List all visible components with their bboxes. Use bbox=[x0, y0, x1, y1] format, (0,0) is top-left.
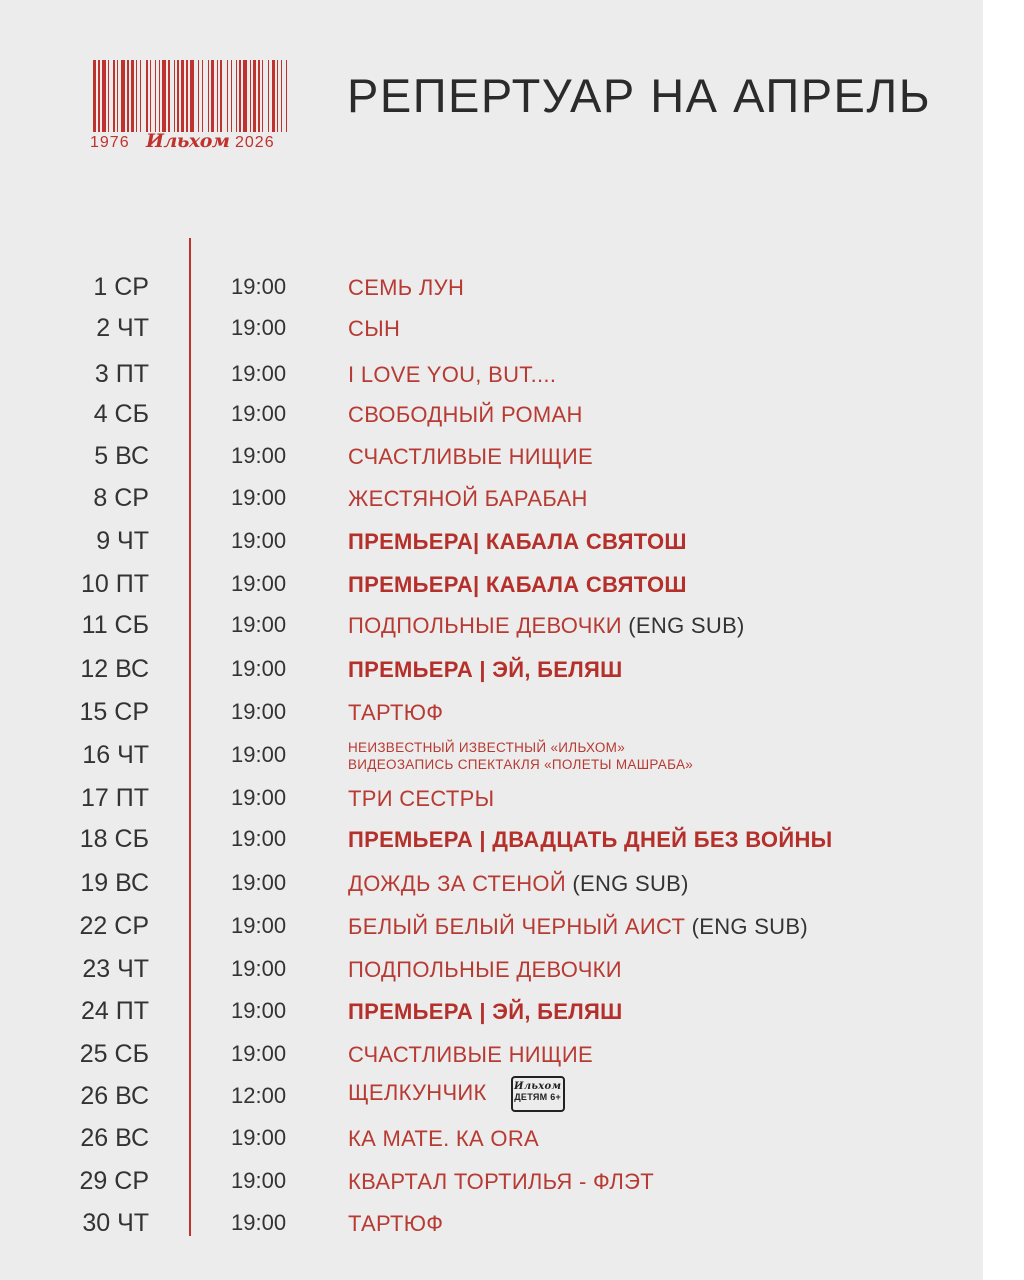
show-date: 17 ПТ bbox=[81, 784, 149, 812]
schedule-row bbox=[0, 481, 983, 521]
show-time: 19:00 bbox=[231, 361, 287, 386]
kids-badge-icon bbox=[511, 1076, 565, 1112]
schedule-row bbox=[0, 695, 983, 735]
show-time: 19:00 bbox=[231, 485, 287, 510]
show-time: 19:00 bbox=[231, 699, 287, 724]
show-date: 8 СР bbox=[93, 484, 149, 512]
show-title-block bbox=[348, 1211, 443, 1237]
show-time: 19:00 bbox=[231, 826, 287, 851]
show-title-block bbox=[348, 1126, 539, 1152]
subtitle-note: (ENG SUB) bbox=[621, 613, 745, 638]
show-time: 19:00 bbox=[231, 870, 287, 895]
show-title: СЧАСТЛИВЫЕ НИЩИЕ bbox=[348, 444, 593, 469]
show-time: 19:00 bbox=[231, 1210, 287, 1235]
show-title: КА МАТЕ. КА ОRА bbox=[348, 1126, 539, 1151]
show-title: СЕМЬ ЛУН bbox=[348, 275, 465, 300]
show-title-block bbox=[348, 362, 556, 388]
schedule-row bbox=[0, 524, 983, 564]
show-title-block bbox=[348, 999, 623, 1025]
show-title: НЕИЗВЕСТНЫЙ ИЗВЕСТНЫЙ «ИЛЬХОМ» bbox=[348, 740, 626, 755]
theatre-logo bbox=[90, 60, 290, 156]
show-date: 9 ЧТ bbox=[96, 527, 149, 555]
schedule-row bbox=[0, 1164, 983, 1204]
show-date: 16 ЧТ bbox=[82, 741, 149, 769]
show-time: 19:00 bbox=[231, 998, 287, 1023]
schedule-row bbox=[0, 397, 983, 437]
show-date: 19 ВС bbox=[80, 869, 149, 897]
show-title-block bbox=[348, 316, 400, 342]
show-title-block bbox=[348, 871, 689, 897]
show-date: 15 СР bbox=[79, 698, 149, 726]
show-date: 12 ВС bbox=[80, 655, 149, 683]
show-title: ЖЕСТЯНОЙ БАРАБАН bbox=[348, 486, 588, 511]
show-title-block bbox=[348, 486, 588, 512]
show-title: ТАРТЮФ bbox=[348, 700, 444, 725]
page-title: РЕПЕРТУАР НА АПРЕЛЬ bbox=[347, 69, 932, 122]
show-date: 25 СБ bbox=[79, 1040, 149, 1068]
show-title-block bbox=[348, 700, 443, 726]
schedule-row bbox=[0, 822, 983, 862]
show-date: 24 ПТ bbox=[81, 997, 149, 1025]
show-date: 2 ЧТ bbox=[96, 314, 149, 342]
show-time: 19:00 bbox=[231, 956, 287, 981]
show-title-block bbox=[348, 1169, 654, 1195]
show-title-block bbox=[348, 914, 808, 940]
schedule-row bbox=[0, 439, 983, 479]
show-time: 19:00 bbox=[231, 1125, 287, 1150]
show-title: ПРЕМЬЕРА| КАБАЛА СВЯТОШ bbox=[348, 529, 687, 554]
logo-year-end: 2026 bbox=[235, 134, 275, 151]
show-title: ПРЕМЬЕРА| КАБАЛА СВЯТОШ bbox=[348, 572, 687, 597]
show-title: ТРИ СЕСТРЫ bbox=[348, 786, 495, 811]
show-time: 19:00 bbox=[231, 571, 287, 596]
badge-age-label: ДЕТЯМ 6+ bbox=[514, 1092, 562, 1102]
show-title-block bbox=[348, 1042, 593, 1068]
schedule-row bbox=[0, 1121, 983, 1161]
schedule-row bbox=[0, 311, 983, 351]
schedule-row bbox=[0, 866, 983, 906]
show-title: КВАРТАЛ ТОРТИЛЬЯ - ФЛЭТ bbox=[348, 1169, 654, 1194]
show-title: ТАРТЮФ bbox=[348, 1211, 444, 1236]
subtitle-note: (ENG SUB) bbox=[565, 871, 689, 896]
schedule-row bbox=[0, 738, 983, 778]
show-time: 19:00 bbox=[231, 913, 287, 938]
logo-wordmark: Ильхом bbox=[146, 130, 230, 152]
logo-year-start: 1976 bbox=[90, 134, 130, 151]
show-date: 23 ЧТ bbox=[82, 955, 149, 983]
schedule-row bbox=[0, 1206, 983, 1246]
show-title-block bbox=[348, 613, 745, 639]
show-time: 19:00 bbox=[231, 274, 287, 299]
schedule-row bbox=[0, 781, 983, 821]
show-time: 19:00 bbox=[231, 612, 287, 637]
show-time: 19:00 bbox=[231, 401, 287, 426]
show-title-block bbox=[348, 275, 464, 301]
show-title: СЫН bbox=[348, 316, 401, 341]
show-time: 19:00 bbox=[231, 742, 287, 767]
show-time: 12:00 bbox=[231, 1083, 287, 1108]
badge-logo: Ильхом bbox=[514, 1081, 562, 1092]
show-time: 19:00 bbox=[231, 656, 287, 681]
show-title-block bbox=[348, 1076, 565, 1112]
show-time: 19:00 bbox=[231, 443, 287, 468]
schedule-row bbox=[0, 1079, 983, 1119]
show-date: 22 СР bbox=[79, 912, 149, 940]
show-title: СВОБОДНЫЙ РОМАН bbox=[348, 402, 583, 427]
show-date: 30 ЧТ bbox=[82, 1209, 149, 1237]
show-date: 5 ВС bbox=[94, 442, 149, 470]
show-title-block bbox=[348, 657, 623, 683]
subtitle-note: (ENG SUB) bbox=[685, 914, 808, 939]
show-time: 19:00 bbox=[231, 1041, 287, 1066]
schedule-row bbox=[0, 994, 983, 1034]
show-date: 1 СР bbox=[93, 273, 149, 301]
show-time: 19:00 bbox=[231, 315, 287, 340]
show-title: I LOVE YOU, BUT.... bbox=[348, 362, 557, 387]
schedule-row bbox=[0, 608, 983, 648]
show-time: 19:00 bbox=[231, 528, 287, 553]
show-title-line2: ВИДЕОЗАПИСЬ СПЕКТАКЛЯ «ПОЛЕТЫ МАШРАБА» bbox=[348, 757, 694, 772]
schedule-row bbox=[0, 357, 983, 397]
show-title-block bbox=[348, 529, 687, 555]
show-title: ПОДПОЛЬНЫЕ ДЕВОЧКИ bbox=[348, 613, 622, 638]
show-date: 10 ПТ bbox=[81, 570, 149, 598]
show-title: ЩЕЛКУНЧИК bbox=[348, 1079, 487, 1105]
show-title: ПРЕМЬЕРА | ЭЙ, БЕЛЯШ bbox=[348, 657, 623, 682]
schedule-row bbox=[0, 909, 983, 949]
barcode-logo-icon bbox=[93, 60, 287, 132]
show-title: СЧАСТЛИВЫЕ НИЩИЕ bbox=[348, 1042, 593, 1067]
show-title: ПРЕМЬЕРА | ДВАДЦАТЬ ДНЕЙ БЕЗ ВОЙНЫ bbox=[348, 827, 833, 852]
show-title-block bbox=[348, 957, 622, 983]
show-title: ДОЖДЬ ЗА СТЕНОЙ bbox=[348, 871, 566, 896]
show-title-block bbox=[348, 739, 693, 773]
show-title: ПОДПОЛЬНЫЕ ДЕВОЧКИ bbox=[348, 957, 622, 982]
show-title: БЕЛЫЙ БЕЛЫЙ ЧЕРНЫЙ АИСТ bbox=[348, 914, 686, 939]
show-date: 4 СБ bbox=[93, 400, 149, 428]
show-date: 26 ВС bbox=[80, 1082, 149, 1110]
show-title-block bbox=[348, 827, 832, 853]
show-date: 29 СР bbox=[79, 1167, 149, 1195]
show-date: 3 ПТ bbox=[94, 360, 149, 388]
show-title: ПРЕМЬЕРА | ЭЙ, БЕЛЯШ bbox=[348, 999, 623, 1024]
show-date: 18 СБ bbox=[79, 825, 149, 853]
schedule-row bbox=[0, 652, 983, 692]
schedule-row bbox=[0, 1037, 983, 1077]
show-date: 11 СБ bbox=[81, 611, 149, 639]
schedule-row bbox=[0, 952, 983, 992]
show-date: 26 ВС bbox=[80, 1124, 149, 1152]
schedule-row bbox=[0, 567, 983, 607]
show-title-block bbox=[348, 444, 593, 470]
show-time: 19:00 bbox=[231, 785, 287, 810]
show-title-block bbox=[348, 786, 494, 812]
show-title-block bbox=[348, 402, 583, 428]
schedule-row bbox=[0, 270, 983, 310]
show-time: 19:00 bbox=[231, 1168, 287, 1193]
show-title-block bbox=[348, 572, 687, 598]
